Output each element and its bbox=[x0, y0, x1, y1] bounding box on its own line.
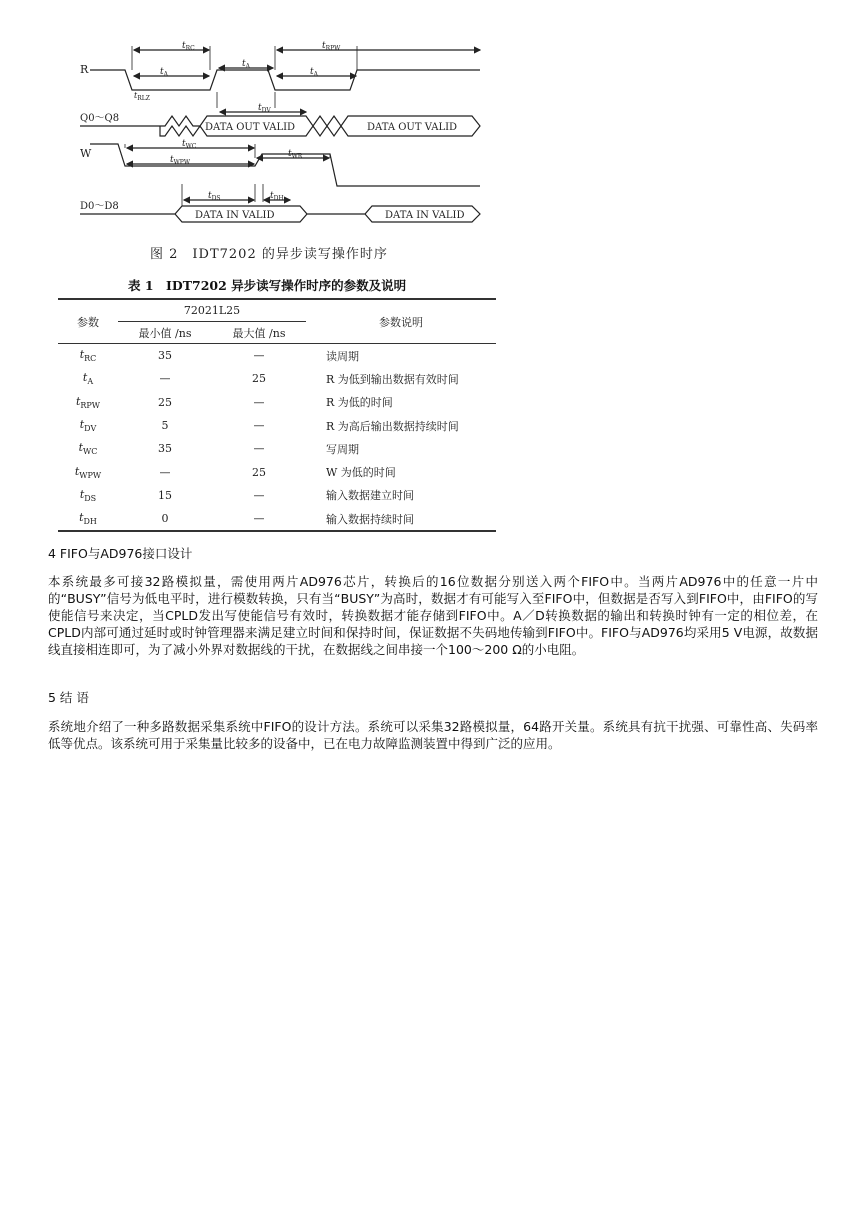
section-4-heading: 4 FIFO与AD976接口设计 bbox=[48, 546, 193, 561]
label-tds: $t_{DS}$ bbox=[208, 191, 221, 202]
cell-description: R 为高后输出数据持续时间 bbox=[326, 419, 459, 433]
header-param: 参数 bbox=[58, 299, 118, 344]
label-twc: $t_{WC}$ bbox=[182, 139, 197, 150]
cell-symbol: $t_{RC}$ bbox=[58, 344, 118, 368]
cell-min: — bbox=[159, 465, 171, 479]
label-trlz: $t_{RLZ}$ bbox=[134, 91, 150, 102]
cell-max: — bbox=[253, 419, 265, 433]
cell-symbol: $t_{WC}$ bbox=[78, 441, 98, 457]
label-trpw: $t_{RPW}$ bbox=[322, 41, 341, 52]
cell-symbol: $t_{DH}$ bbox=[58, 507, 118, 531]
box-data-out-2: DATA OUT VALID bbox=[367, 122, 458, 133]
table-row bbox=[58, 460, 496, 483]
table-row bbox=[58, 484, 496, 507]
signal-label-w: W bbox=[80, 147, 92, 160]
header-min: 最小值 /ns bbox=[138, 326, 192, 340]
signal-label-q: Q0～Q8 bbox=[80, 113, 120, 124]
table-row bbox=[58, 507, 496, 531]
cell-min: 35 bbox=[118, 344, 212, 368]
cell-description: R 为低的时间 bbox=[326, 396, 393, 410]
section-5-heading: 5 结 语 bbox=[48, 690, 89, 705]
label-twpw: $t_{WPW}$ bbox=[170, 155, 190, 166]
cell-max: 25 bbox=[252, 465, 266, 479]
label-ta-2: $t_A$ bbox=[242, 59, 250, 70]
w-waveform bbox=[90, 144, 480, 186]
cell-symbol: $t_{RPW}$ bbox=[75, 394, 101, 410]
label-ta-3: $t_A$ bbox=[310, 67, 318, 78]
header-max: 最大值 /ns bbox=[232, 326, 286, 340]
box-data-out-1: DATA OUT VALID bbox=[205, 122, 296, 133]
label-trc: $t_{RC}$ bbox=[182, 41, 195, 52]
box-data-in-2: DATA IN VALID bbox=[385, 210, 465, 221]
box-data-in-1: DATA IN VALID bbox=[195, 210, 275, 221]
cell-symbol: $t_{DV}$ bbox=[79, 417, 97, 434]
parameter-table bbox=[58, 298, 496, 532]
cell-min: 5 bbox=[161, 419, 169, 433]
cell-description: 读周期 bbox=[306, 344, 496, 368]
cell-max: — bbox=[253, 442, 265, 456]
cell-max: — bbox=[212, 344, 306, 368]
table-row bbox=[58, 367, 496, 390]
section-4-body: 本系统最多可接32路模拟量，需使用两片AD976芯片，转换后的16位数据分别送入两个FIFO中。当两片AD976中的任意一片中的“BUSY”信号为低电平时，进行模数转换，只有当“BUSY”为高时，数据才有可能写入至FIFO中，但数据是否写入到FIFO中，由FIFO的写使能信号来决定，当CPLD发出写使能信号有效时，转换数据才能存储到FIFO中。A／D转换数据的输出和转换时钟有一定的相位差，在CPLD内部可通过延时或时钟管理器来满足建立时间和保持时间，保证数据不失码地传输到FIFO中。FIFO与AD976均采用5 V电源，故数据线直接相连即可，为了减小外界对数据线的干扰，在数据线之间串接一个100～200 Ω的小电阻。 bbox=[48, 574, 818, 657]
cell-symbol: $t_{DS}$ bbox=[79, 487, 97, 504]
cell-symbol: $t_A$ bbox=[82, 371, 94, 387]
table-caption: 表 1 IDT7202 异步读写操作时序的参数及说明 bbox=[128, 278, 407, 293]
r-waveform bbox=[90, 70, 480, 90]
cell-max: — bbox=[253, 395, 265, 409]
label-tdv: $t_{DV}$ bbox=[258, 103, 271, 114]
header-model: 72021L25 bbox=[118, 299, 306, 322]
cell-max: — bbox=[212, 507, 306, 531]
label-tdh: $t_{DH}$ bbox=[270, 191, 284, 202]
table-row bbox=[58, 437, 496, 460]
cell-max: 25 bbox=[252, 372, 266, 386]
cell-min: 15 bbox=[158, 488, 172, 502]
figure-caption: 图 2 IDT7202 的异步读写操作时序 bbox=[150, 247, 388, 262]
header-desc: 参数说明 bbox=[306, 299, 496, 344]
cell-symbol: $t_{WPW}$ bbox=[74, 464, 102, 480]
cell-max: — bbox=[253, 488, 265, 502]
cell-description: R 为低到输出数据有效时间 bbox=[326, 372, 459, 386]
cell-description: 输入数据建立时间 bbox=[326, 489, 414, 503]
signal-label-r: R bbox=[80, 63, 89, 76]
label-twr: $t_{WR}$ bbox=[288, 149, 303, 160]
label-ta-1: $t_A$ bbox=[160, 67, 168, 78]
cell-min: 25 bbox=[158, 395, 172, 409]
cell-min: — bbox=[159, 372, 171, 386]
cell-min: 35 bbox=[158, 442, 172, 456]
section-5-body: 系统地介绍了一种多路数据采集系统中FIFO的设计方法。系统可以采集32路模拟量，64路开关量。系统具有抗干扰强、可靠性高、失码率低等优点。该系统可用于采集量比较多的设备中，已在电力故障监测装置中得到广泛的应用。 bbox=[48, 719, 818, 751]
table-row bbox=[58, 344, 496, 368]
cell-min: 0 bbox=[118, 507, 212, 531]
signal-label-d: D0～D8 bbox=[80, 201, 119, 212]
timing-diagram bbox=[60, 36, 500, 236]
cell-description: 输入数据持续时间 bbox=[306, 507, 496, 531]
cell-description: W 为低的时间 bbox=[326, 466, 396, 480]
table-row bbox=[58, 391, 496, 414]
cell-description: 写周期 bbox=[326, 442, 359, 456]
table-row bbox=[58, 414, 496, 437]
